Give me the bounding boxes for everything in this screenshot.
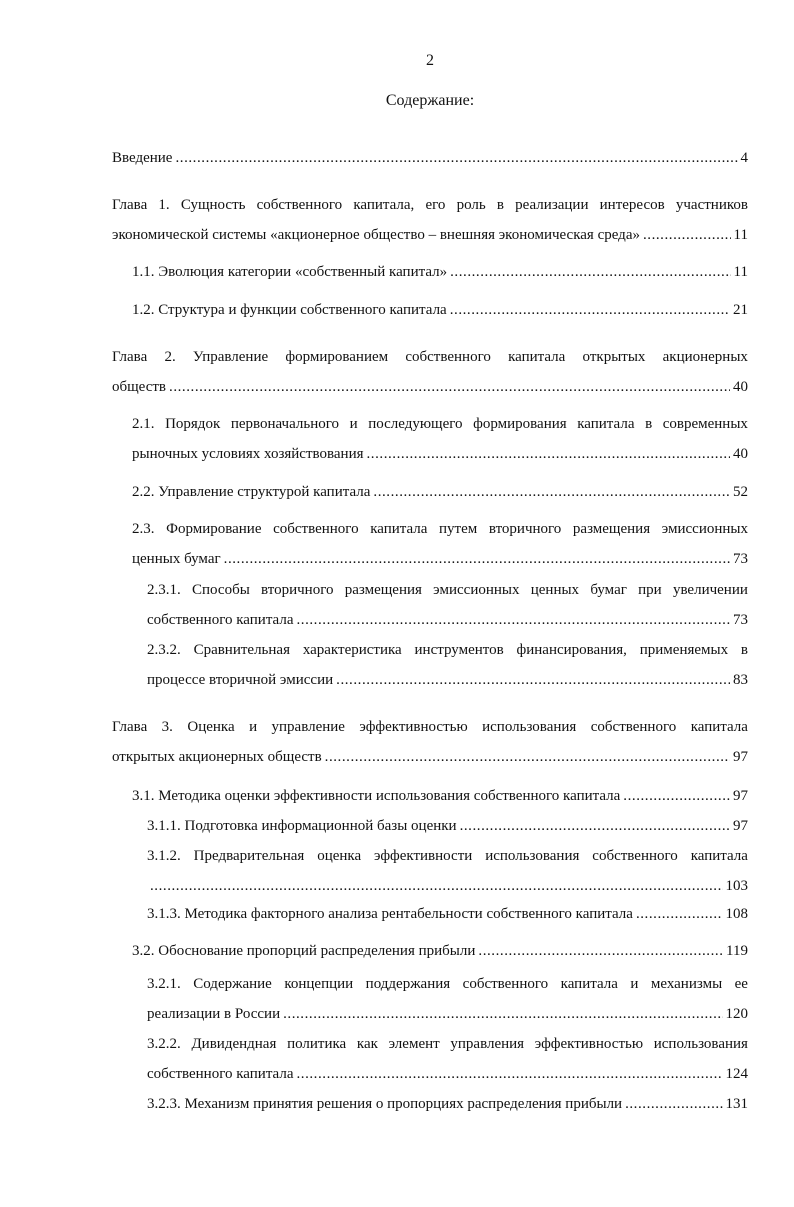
toc-word: его: [425, 197, 446, 213]
toc-word: первоначального: [230, 416, 340, 432]
toc-page-number: 83: [733, 672, 748, 688]
toc-line: [147, 1034, 748, 1054]
toc-word: капитала: [577, 416, 635, 432]
toc-page-number: 97: [733, 788, 748, 804]
toc-line: [147, 1004, 748, 1024]
dot-leader: [636, 904, 723, 924]
dot-leader: [367, 444, 731, 464]
toc-line: [147, 580, 748, 600]
toc-page-number: 131: [725, 1096, 748, 1112]
dot-leader: [175, 148, 737, 168]
toc-word: путем: [439, 521, 478, 537]
toc-word: Предварительная: [193, 848, 305, 864]
toc-word: Формирование: [166, 521, 262, 537]
toc-line: [147, 904, 748, 924]
toc-word: характеристика: [302, 642, 402, 658]
toc-word: размещения: [344, 582, 422, 598]
toc-page-number: 21: [733, 302, 748, 318]
toc-page-number: 4: [740, 150, 748, 166]
toc-line: [147, 640, 748, 660]
toc-entry-title: экономической системы «акционерное общество – внешняя экономическая среда»: [112, 227, 640, 243]
toc-line: [112, 347, 748, 367]
toc-word: увеличении: [672, 582, 748, 598]
toc-entry-title: открытых акционерных обществ: [112, 749, 322, 765]
dot-leader: [450, 262, 730, 282]
toc-word: в: [496, 197, 504, 213]
toc-word: 2.: [164, 349, 176, 365]
toc-word: как: [356, 1036, 378, 1052]
dot-leader: [336, 670, 730, 690]
toc-word: использования: [482, 719, 577, 735]
toc-entry-title: рыночных условиях хозяйствования: [132, 446, 364, 462]
toc-word: и: [349, 416, 358, 432]
toc-word: элемент: [388, 1036, 440, 1052]
toc-word: ее: [734, 976, 748, 992]
toc-word: бумаг: [590, 582, 627, 598]
toc-word: Оценка: [187, 719, 235, 735]
toc-line: [132, 549, 748, 569]
toc-word: эмиссионных: [661, 521, 748, 537]
dot-leader: [478, 941, 723, 961]
toc-word: Содержание: [193, 976, 272, 992]
toc-line: [147, 610, 748, 630]
toc-word: капитала: [508, 349, 566, 365]
toc-word: собственного: [590, 719, 677, 735]
toc-word: концепции: [284, 976, 354, 992]
dot-leader: [643, 225, 731, 245]
toc-page-number: 11: [733, 264, 748, 280]
toc-word: управления: [450, 1036, 525, 1052]
toc-word: управление: [271, 719, 345, 735]
toc-entry-title: Введение: [112, 150, 173, 166]
toc-word: Глава: [112, 719, 148, 735]
toc-word: Порядок: [165, 416, 221, 432]
toc-word: Способы: [192, 582, 250, 598]
toc-word: собственного: [405, 349, 491, 365]
toc-word: капитала: [560, 976, 618, 992]
toc-line: [112, 195, 748, 215]
dot-leader: [224, 549, 730, 569]
toc-word: участников: [675, 197, 748, 213]
toc-word: собственного: [256, 197, 343, 213]
toc-entry-title: ценных бумаг: [132, 551, 221, 567]
toc-word: ценных: [530, 582, 580, 598]
dot-leader: [150, 876, 723, 896]
toc-word: использования: [653, 1036, 748, 1052]
dot-leader: [450, 300, 730, 320]
toc-line: [147, 846, 748, 866]
toc-page-number: 108: [725, 906, 748, 922]
toc-word: Глава: [112, 349, 148, 365]
toc-entry-title: 1.2. Структура и функции собственного капитала: [132, 302, 447, 318]
toc-entry-title: собственного капитала: [147, 612, 294, 628]
toc-word: собственного: [273, 521, 359, 537]
toc-page-number: 40: [733, 379, 748, 395]
toc-word: в: [740, 642, 748, 658]
toc-page-number: 103: [725, 878, 748, 894]
toc-page-number: 52: [733, 484, 748, 500]
toc-word: Управление: [192, 349, 269, 365]
toc-page-number: 40: [733, 446, 748, 462]
toc-word: открытых: [582, 349, 646, 365]
toc-word: размещения: [572, 521, 651, 537]
toc-entry-title: 3.2. Обоснование пропорций распределения прибыли: [132, 943, 476, 959]
toc-word: эффективностью: [359, 719, 468, 735]
toc-line: [147, 670, 748, 690]
toc-word: 2.3.: [132, 521, 155, 537]
toc-line: [132, 414, 748, 434]
page-number: 2: [426, 52, 434, 69]
toc-page-number: 73: [733, 551, 748, 567]
toc-word: поддержания: [365, 976, 451, 992]
toc-line: [132, 262, 748, 282]
toc-line: [132, 482, 748, 502]
toc-line: [147, 1094, 748, 1114]
toc-entry-title: 2.2. Управление структурой капитала: [132, 484, 371, 500]
dot-leader: [296, 1064, 722, 1084]
toc-word: использования: [485, 848, 580, 864]
toc-line: [112, 225, 748, 245]
toc-entry-title: процессе вторичной эмиссии: [147, 672, 334, 688]
toc-word: капитала: [370, 521, 428, 537]
toc-line: [132, 444, 748, 464]
toc-line: [112, 148, 748, 168]
toc-word: собственного: [592, 848, 678, 864]
toc-word: 3.2.1.: [147, 976, 181, 992]
toc-entry-title: 1.1. Эволюция категории «собственный капитал»: [132, 264, 448, 280]
toc-word: инструментов: [414, 642, 504, 658]
toc-word: Глава: [112, 197, 148, 213]
toc-word: 1.: [158, 197, 170, 213]
toc-word: и: [630, 976, 639, 992]
toc-word: последующего: [368, 416, 463, 432]
toc-word: эмиссионных: [433, 582, 520, 598]
dot-leader: [283, 1004, 722, 1024]
toc-line: [132, 300, 748, 320]
toc-word: эффективности: [374, 848, 473, 864]
toc-entry-title: 3.2.3. Механизм принятия решения о пропорциях распределения прибыли: [147, 1096, 623, 1112]
toc-word: при: [638, 582, 662, 598]
toc-word: и: [249, 719, 258, 735]
toc-word: 2.1.: [132, 416, 155, 432]
toc-word: эффективностью: [534, 1036, 644, 1052]
toc-word: 3.: [161, 719, 173, 735]
toc-entry-title: обществ: [112, 379, 167, 395]
toc-page-number: 97: [733, 818, 748, 834]
toc-word: в: [645, 416, 653, 432]
toc-word: 3.1.2.: [147, 848, 181, 864]
toc-word: вторичного: [488, 521, 562, 537]
toc-word: механизмы: [650, 976, 723, 992]
toc-word: собственного: [462, 976, 549, 992]
toc-word: капитала,: [353, 197, 415, 213]
toc-word: применяемых: [639, 642, 729, 658]
toc-word: Сущность: [180, 197, 246, 213]
toc-word: капитала: [690, 848, 748, 864]
toc-word: капитала: [690, 719, 748, 735]
toc-word: 2.3.1.: [147, 582, 181, 598]
toc-line: [147, 876, 748, 896]
page-title: Содержание:: [385, 92, 475, 109]
toc-line: [112, 377, 748, 397]
toc-entry-title: 3.1.1. Подготовка информационной базы оценки: [147, 818, 457, 834]
toc-page-number: 73: [733, 612, 748, 628]
toc-line: [112, 717, 748, 737]
toc-word: современных: [662, 416, 748, 432]
toc-line: [147, 1064, 748, 1084]
toc-page-number: 11: [733, 227, 748, 243]
toc-line: [147, 816, 748, 836]
toc-line: [132, 786, 748, 806]
toc-word: Дивидендная: [191, 1036, 277, 1052]
toc-word: интересов: [599, 197, 665, 213]
dot-leader: [460, 816, 730, 836]
toc-word: формирования: [473, 416, 567, 432]
toc-line: [132, 519, 748, 539]
toc-page-number: 97: [733, 749, 748, 765]
toc-word: вторичного: [261, 582, 334, 598]
toc-line: [132, 941, 748, 961]
toc-line: [112, 747, 748, 767]
toc-entry-title: 3.1.3. Методика факторного анализа рентабельности собственного капитала: [147, 906, 633, 922]
toc-word: 2.3.2.: [147, 642, 181, 658]
toc-page-number: 120: [725, 1006, 748, 1022]
toc-word: финансирования,: [516, 642, 627, 658]
toc-word: роль: [456, 197, 486, 213]
dot-leader: [169, 377, 730, 397]
dot-leader: [296, 610, 730, 630]
dot-leader: [623, 786, 730, 806]
toc-entry-title: 3.1. Методика оценки эффективности использования собственного капитала: [132, 788, 621, 804]
toc-line: [147, 974, 748, 994]
toc-entry-title: собственного капитала: [147, 1066, 294, 1082]
toc-word: реализации: [515, 197, 589, 213]
dot-leader: [625, 1094, 722, 1114]
dot-leader: [325, 747, 730, 767]
toc-word: 3.2.2.: [147, 1036, 181, 1052]
toc-word: Сравнительная: [193, 642, 290, 658]
dot-leader: [373, 482, 730, 502]
toc-entry-title: реализации в России: [147, 1006, 281, 1022]
toc-word: оценка: [317, 848, 362, 864]
toc-word: политика: [287, 1036, 347, 1052]
toc-page-number: 119: [726, 943, 748, 959]
toc-word: акционерных: [662, 349, 748, 365]
toc-page-number: 124: [725, 1066, 748, 1082]
toc-word: формированием: [285, 349, 389, 365]
